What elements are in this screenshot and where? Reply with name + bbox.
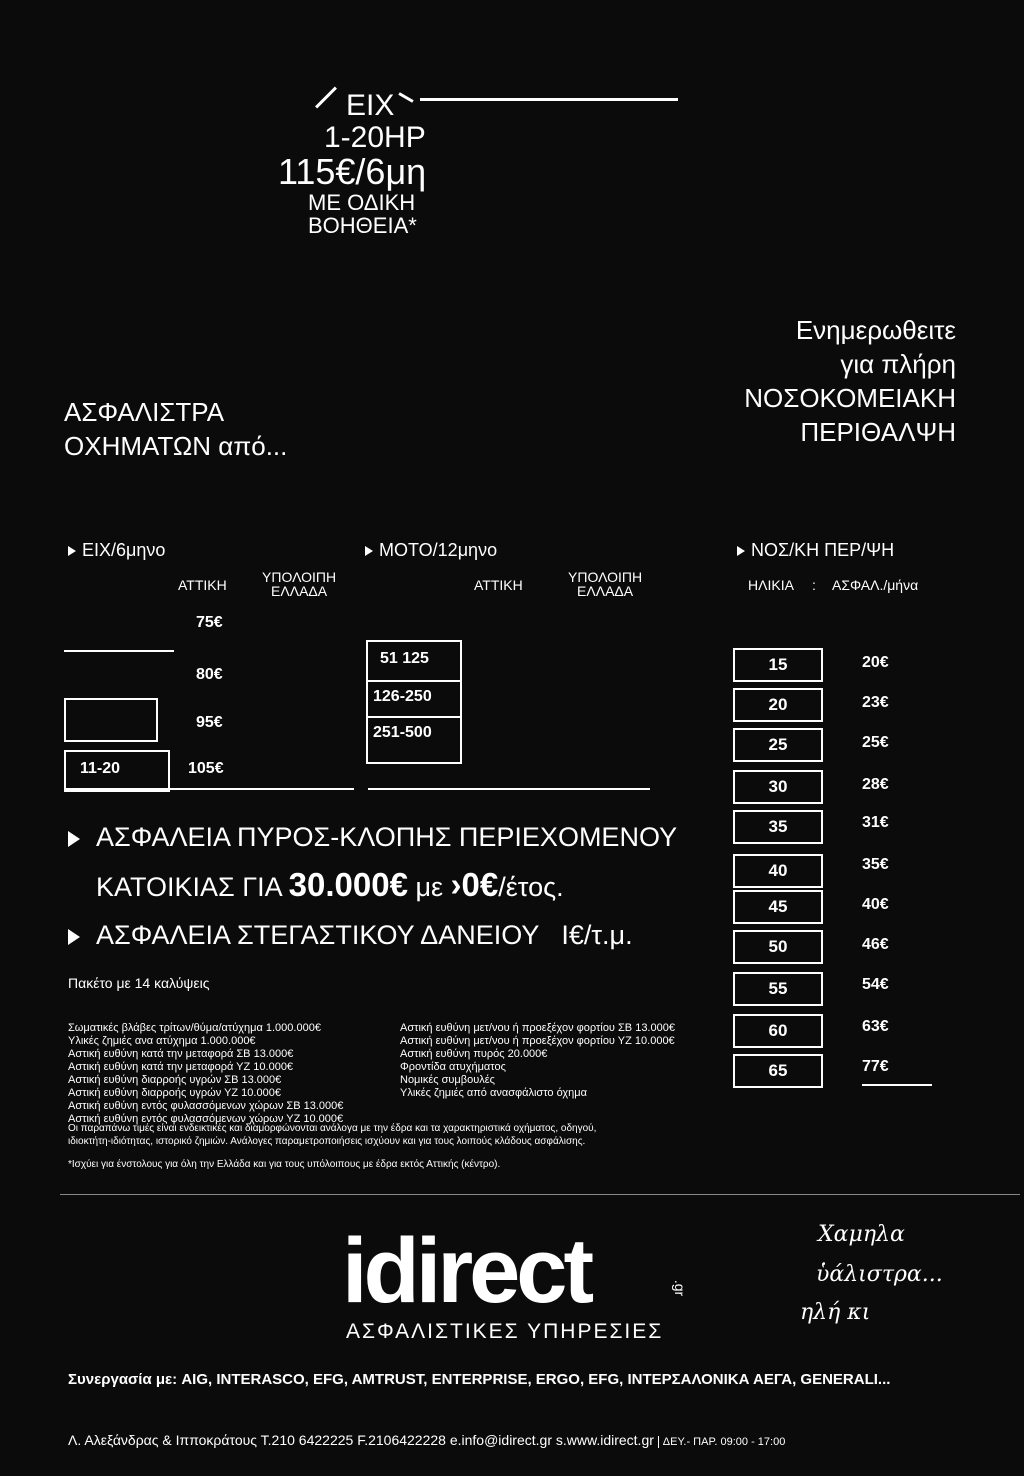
moto-cc: 126-250 xyxy=(373,688,432,705)
car-price: 105€ xyxy=(188,760,224,777)
fire-text: ΚΑΤΟΙΚΙΑΣ ΓΙΑ xyxy=(96,872,289,902)
left-caption-line: ΟΧΗΜΑΤΩΝ από... xyxy=(64,431,288,461)
divider xyxy=(64,788,354,790)
health-price: 35€ xyxy=(862,856,889,873)
package-title: Πακέτο με 14 καλύψεις xyxy=(68,975,210,991)
mortgage-price: I€/τ.μ. xyxy=(561,920,633,950)
arrow-icon xyxy=(737,546,745,556)
moto-col-rest xyxy=(568,570,642,598)
health-price: 23€ xyxy=(862,694,889,711)
divider xyxy=(366,680,460,682)
left-caption xyxy=(64,395,287,463)
age-cell: 25 xyxy=(733,728,823,762)
logo-text: idirect xyxy=(342,1220,591,1322)
age-cell: 45 xyxy=(733,890,823,924)
car-col-attiki: ΑΤΤΙΚΗ xyxy=(178,577,227,593)
car-price: 75€ xyxy=(196,614,223,631)
opening-hours: ΔΕΥ.- ΠΑΡ. 09:00 - 17:00 xyxy=(658,1436,786,1448)
table-cell xyxy=(64,698,158,742)
car-heading-text: ΕΙΧ/6μηνο xyxy=(82,540,166,560)
car-heading xyxy=(68,540,165,561)
list-item: Υλικές ζημιές από ανασφάλιστο όχημα xyxy=(400,1087,587,1099)
fire-amount: 30.000€ xyxy=(288,866,408,903)
age-cell: 50 xyxy=(733,930,823,964)
list-item: Σωματικές βλάβες τρίτων/θύμα/ατύχημα 1.000.000€ xyxy=(68,1022,321,1034)
health-price: 28€ xyxy=(862,776,889,793)
right-caption xyxy=(744,313,956,449)
hero-price: 115€/6μη xyxy=(278,151,427,192)
list-item: Φροντίδα ατυχήματος xyxy=(400,1061,506,1073)
handwritten-note: ὑάλιστρα... xyxy=(816,1262,943,1287)
moto-cc: 251-500 xyxy=(373,724,432,741)
partners-line: Συνεργασία με: AIG, INTERASCO, EFG, AMTRUST, ENTERPRISE, ERGO, EFG, ΙΝΤΕΡΣΑΛΟΝΙΚΑ ΑΕΓΑ, GENERALI... xyxy=(68,1371,891,1388)
list-item: Αστική ευθύνη κατά την μεταφορά ΣΒ 13.000€ xyxy=(68,1048,294,1060)
mortgage-text: ΑΣΦΑΛΕΙΑ ΣΤΕΓΑΣΤΙΚΟΥ ΔΑΝΕΙΟΥ xyxy=(96,920,540,950)
list-item: Νομικές συμβουλές xyxy=(400,1074,495,1086)
car-col-rest xyxy=(262,570,336,598)
handwritten-note: ηλή κι xyxy=(800,1300,871,1325)
handwritten-note: Χαμηλα xyxy=(818,1222,905,1247)
divider xyxy=(60,1194,1020,1195)
health-col-price: ΑΣΦΑΛ./μήνα xyxy=(832,577,919,593)
list-item: Αστική ευθύνη μετ/νου ή προεξέχον φορτίου ΥΖ 10.000€ xyxy=(400,1035,675,1047)
logo-tld: .gr xyxy=(672,1279,689,1297)
footnote: *Ισχύει για ένστολους για όλη την Ελλάδα και για τους υπόλοιπους με έδρα εκτός Αττικής (κέντρο). xyxy=(68,1159,501,1170)
col-label: ΕΛΛΑΔΑ xyxy=(577,583,634,599)
fire-insurance-line1 xyxy=(68,822,677,853)
arrow-icon xyxy=(68,546,76,556)
health-heading-text: ΝΟΣ/ΚΗ ΠΕΡ/ΨΗ xyxy=(751,540,895,560)
health-price: 54€ xyxy=(862,976,889,993)
arrow-icon xyxy=(68,929,80,945)
arrow-icon xyxy=(365,546,373,556)
car-price: 95€ xyxy=(196,714,223,731)
divider xyxy=(64,650,174,652)
moto-cc: 51 125 xyxy=(380,650,429,667)
right-caption-line: Ενημερωθειτε xyxy=(795,315,956,345)
age-cell: 30 xyxy=(733,770,823,804)
list-item: Αστική ευθύνη διαρροής υγρών ΥΖ 10.000€ xyxy=(68,1087,281,1099)
health-heading xyxy=(737,540,894,561)
fire-text: με xyxy=(407,872,451,902)
right-caption-line: ΝΟΣΟΚΟΜΕΙΑΚΗ xyxy=(744,383,956,413)
list-item: Αστική ευθύνη κατά την μεταφορά ΥΖ 10.000€ xyxy=(68,1061,294,1073)
divider xyxy=(366,716,460,718)
idirect-logo xyxy=(342,1220,591,1322)
age-cell: 15 xyxy=(733,648,823,682)
disclaimer-line: Οι παραπάνω τιμές είναι ενδεικτικές και διαμορφώνονται ανάλογα με την έδρα και τα χαρακτηριστικά οχήματος, οδηγού, xyxy=(68,1123,597,1134)
fire-text: ΑΣΦΑΛΕΙΑ ΠΥΡΟΣ-ΚΛΟΠΗΣ ΠΕΡΙΕΧΟΜΕΝΟΥ xyxy=(96,822,678,852)
right-caption-line: για πλήρη xyxy=(840,349,956,379)
fire-text: /έτος. xyxy=(498,872,564,902)
age-cell: 20 xyxy=(733,688,823,722)
col-label: ΥΠΟΛΟΙΠΗ xyxy=(262,569,337,585)
contact-address: Λ. Αλεξάνδρας & Ιπποκράτους Τ.210 6422225 F.2106422228 e.info@idirect.gr s.www.idirect.gr xyxy=(68,1432,654,1448)
package-right-list xyxy=(400,1022,675,1100)
col-label: ΕΛΛΑΔΑ xyxy=(271,583,328,599)
hero-line-2: 1-20HP xyxy=(324,120,426,154)
list-item: Αστική ευθύνη μετ/νου ή προεξέχον φορτίου ΣΒ 13.000€ xyxy=(400,1022,675,1034)
hero-line-4: ΜΕ ΟΔΙΚΗ xyxy=(308,189,416,215)
fire-price: ›0€ xyxy=(450,866,499,903)
health-price: 46€ xyxy=(862,936,889,953)
disclaimer xyxy=(68,1122,596,1148)
health-price: 25€ xyxy=(862,734,889,751)
logo-subtitle: ΑΣΦΑΛΙΣΤΙΚΕΣ ΥΠΗΡΕΣΙΕΣ xyxy=(346,1320,664,1343)
left-caption-line: ΑΣΦΑΛΙΣΤΡΑ xyxy=(64,397,225,427)
hero-line-5: ΒΟΗΘΕΙΑ* xyxy=(308,212,417,238)
col-label: ΥΠΟΛΟΙΠΗ xyxy=(568,569,643,585)
disclaimer-line: ιδιοκτήτη-ιδιότητας, ιστορικό ζημιών. Ανάλογες παραμετροποιήσεις ισχύουν και για τους λοιπούς κλάδους ασφάλισης. xyxy=(68,1136,586,1147)
health-price: 40€ xyxy=(862,896,889,913)
package-left-list xyxy=(68,1022,343,1126)
right-caption-line: ΠΕΡΙΘΑΛΨΗ xyxy=(800,417,956,447)
divider xyxy=(420,98,678,101)
hp-label: 11-20 xyxy=(80,760,121,777)
age-cell: 35 xyxy=(733,810,823,844)
list-item: Αστική ευθύνη εντός φυλασσόμενων χώρων ΥΖ 10.000€ xyxy=(68,1113,344,1125)
health-price: 31€ xyxy=(862,814,889,831)
contact-line xyxy=(68,1432,785,1448)
car-price: 80€ xyxy=(196,666,223,683)
moto-heading xyxy=(365,540,497,561)
health-col-age: ΗΛΙΚΙΑ xyxy=(748,577,794,593)
list-item: Αστική ευθύνη διαρροής υγρών ΣΒ 13.000€ xyxy=(68,1074,282,1086)
fire-insurance-line2 xyxy=(96,866,564,904)
divider xyxy=(368,788,650,790)
health-price: 20€ xyxy=(862,654,889,671)
hero-offer xyxy=(278,90,426,237)
list-item: Αστική ευθύνη εντός φυλασσόμενων χώρων ΣΒ 13.000€ xyxy=(68,1100,344,1112)
moto-col-attiki: ΑΤΤΙΚΗ xyxy=(474,577,523,593)
moto-heading-text: ΜΟΤΟ/12μηνο xyxy=(379,540,498,560)
health-col-sep: : xyxy=(812,577,816,593)
health-price: 77€ xyxy=(862,1058,889,1075)
arrow-icon xyxy=(68,831,80,847)
list-item: Υλικές ζημιές ανα ατύχημα 1.000.000€ xyxy=(68,1035,256,1047)
hero-line-1: ΕΙΧ xyxy=(346,89,395,122)
age-cell: 60 xyxy=(733,1014,823,1048)
age-cell: 65 xyxy=(733,1054,823,1088)
age-cell: 40 xyxy=(733,854,823,888)
list-item: Αστική ευθύνη πυρός 20.000€ xyxy=(400,1048,548,1060)
divider xyxy=(862,1084,932,1086)
mortgage-insurance xyxy=(68,920,633,951)
age-cell: 55 xyxy=(733,972,823,1006)
health-price: 63€ xyxy=(862,1018,889,1035)
